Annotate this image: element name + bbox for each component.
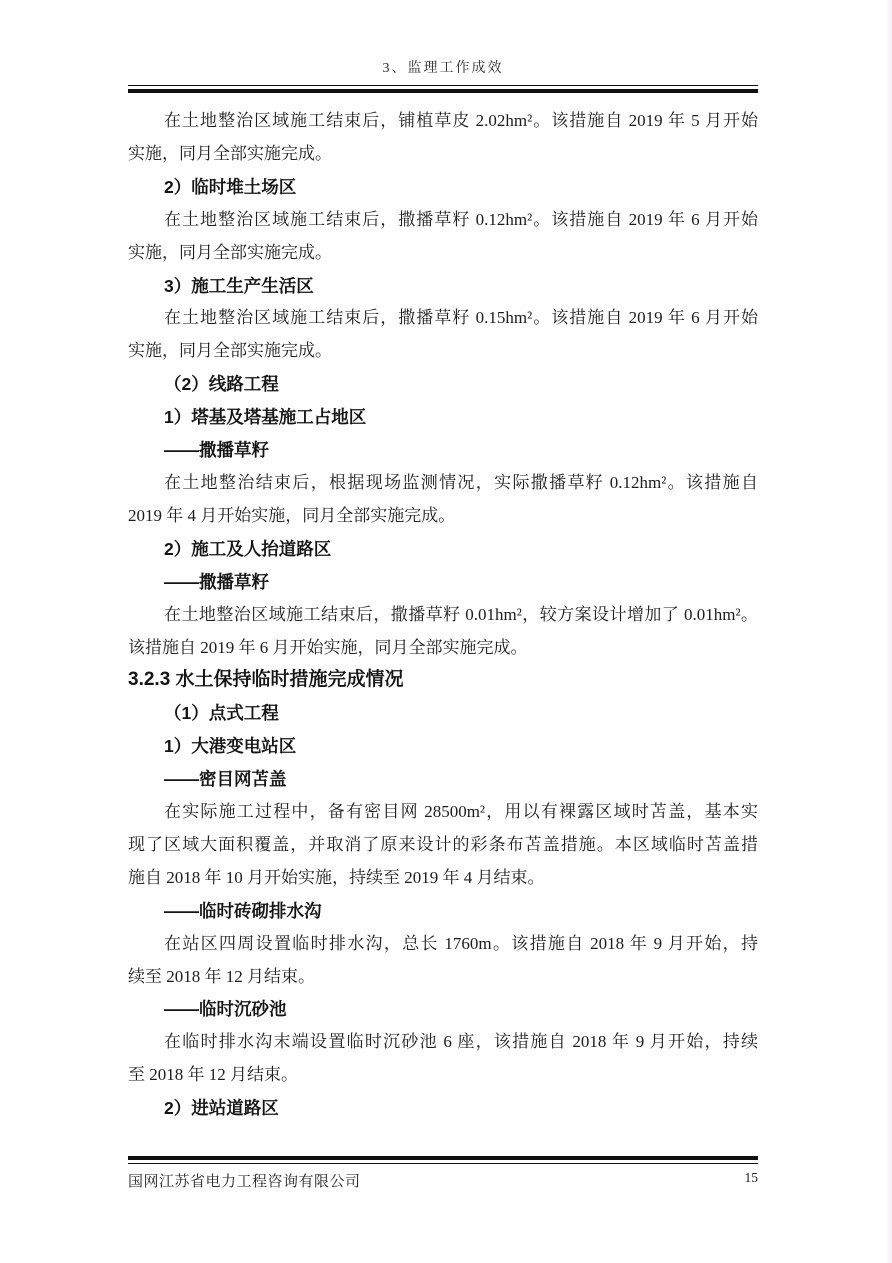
document-body [128,105,758,1125]
section-heading: 3.2.3 水土保持临时措施完成情况 [128,669,404,691]
paragraph-line: 施自 2018 年 10 月开始实施，持续至 2019 年 4 月结束。 [128,867,545,887]
paragraph-line: 至 2018 年 12 月结束。 [128,1065,298,1085]
sub-heading: ——临时砖砌排水沟 [164,900,322,921]
footer-company-name: 国网江苏省电力工程咨询有限公司 [128,1174,361,1190]
footer-rule [128,1156,758,1164]
paragraph-line: 续至 2018 年 12 月结束。 [128,966,315,986]
paragraph-line: 在土地整治区域施工结束后，撒播草籽 0.12hm²。该措施自 2019 年 6 月开始 [164,209,758,229]
sub-heading: 2）施工及人抬道路区 [164,538,332,559]
paragraph-line: 在土地整治结束后，根据现场监测情况，实际撒播草籽 0.12hm²。该措施自 [164,472,758,492]
sub-heading: 3）施工生产生活区 [164,275,314,296]
paragraph-line: 实施，同月全部实施完成。 [128,143,332,163]
paragraph-line: 在临时排水沟末端设置临时沉砂池 6 座，该措施自 2018 年 9 月开始，持续 [164,1032,758,1052]
paragraph-line: 实施，同月全部实施完成。 [128,242,332,262]
footer-page-number: 15 [744,1170,758,1185]
sub-heading: （1）点式工程 [164,703,279,724]
sub-heading: 1）塔基及塔基施工占地区 [164,407,367,428]
paragraph-line: 实施，同月全部实施完成。 [128,341,332,361]
page-footer [128,1170,758,1191]
paragraph-line: 现了区域大面积覆盖，并取消了原来设计的彩条布苫盖措施。本区域临时苫盖措 [128,834,758,854]
sub-heading: ——临时沉砂池 [164,999,287,1020]
sub-heading: ——撒播草籽 [164,440,269,461]
paragraph-line: 该措施自 2019 年 6 月开始实施，同月全部实施完成。 [128,637,528,657]
paragraph-line: 2019 年 4 月开始实施，同月全部实施完成。 [128,505,456,525]
scan-edge-shadow [886,0,892,1263]
sub-heading: ——撒播草籽 [164,571,269,592]
sub-heading: 1）大港变电站区 [164,736,297,757]
paragraph-line: 在土地整治区域施工结束后，铺植草皮 2.02hm²。该措施自 2019 年 5 月开始 [164,111,758,130]
paragraph-line: 在实际施工过程中，备有密目网 28500m²，用以有裸露区域时苫盖，基本实 [164,802,758,822]
paragraph-line: 在站区四周设置临时排水沟，总长 1760m。该措施自 2018 年 9 月开始，持 [164,933,758,953]
paragraph-line: 在土地整治区域施工结束后，撒播草籽 0.15hm²。该措施自 2019 年 6 月开始 [164,308,758,328]
sub-heading: （2）线路工程 [164,374,279,395]
page-header-title: 3、监理工作成效 [382,61,504,76]
sub-heading: ——密目网苫盖 [164,769,287,790]
sub-heading: 2）进站道路区 [164,1098,279,1119]
paragraph-line: 在土地整治区域施工结束后，撒播草籽 0.01hm²，较方案设计增加了 0.01hm²。 [164,604,758,624]
header-rule [128,85,758,93]
sub-heading: 2）临时堆土场区 [164,176,297,197]
